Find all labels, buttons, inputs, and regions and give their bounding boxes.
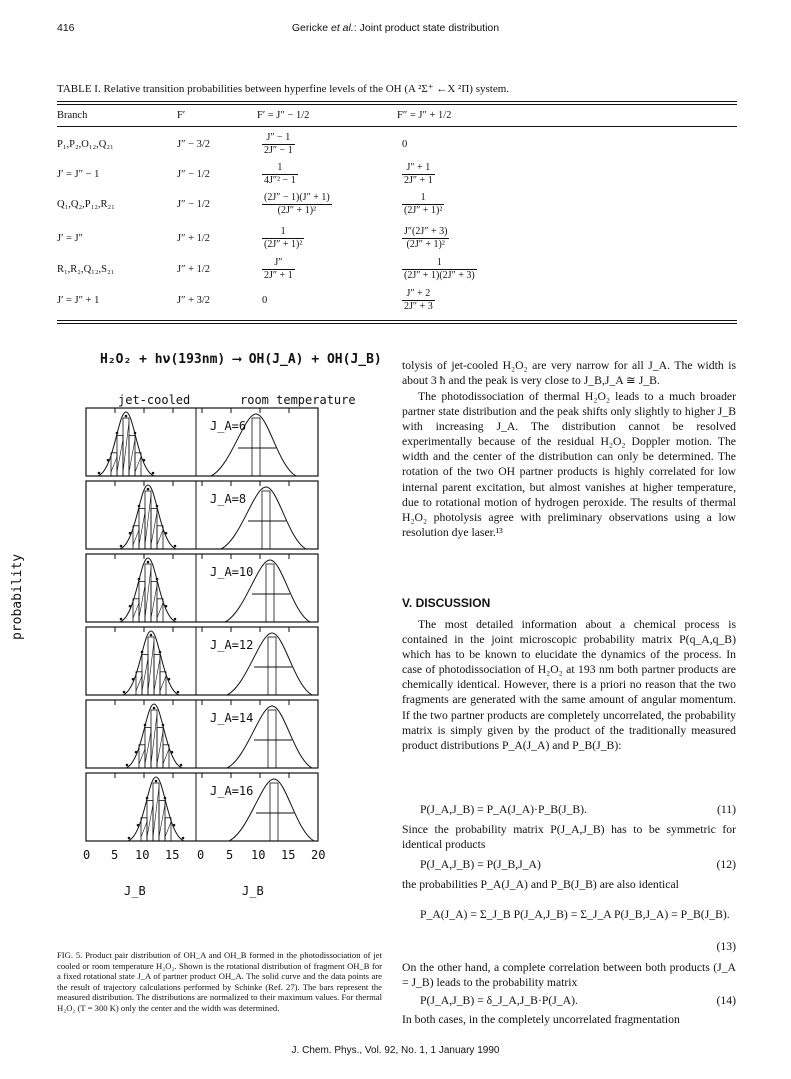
table-bottom-rule [57,320,737,321]
page-number: 416 [57,22,75,34]
x-tick: 0 [197,848,205,862]
data-point [174,545,177,548]
table-cell-fminus: $\frac{1}{\text{(2J″ + 1)²}}$ [264,226,303,250]
data-point [134,432,137,435]
center-bar [252,418,260,476]
data-point [138,578,141,581]
paragraph: In both cases, in the completely uncorrelated fragmentation [402,1013,680,1026]
table-cell-f: J″ + 1/2 [177,233,211,244]
panel-label: J_A=6 [210,419,247,433]
bar-hatch [151,512,157,545]
panel-label: J_A=16 [210,784,254,798]
table-cell-f: J″ − 3/2 [177,139,211,150]
data-point [143,459,146,462]
data-point [144,724,147,727]
bar-hatch [136,676,142,691]
left-panel-label: jet-cooled [118,393,191,407]
table-cell-fminus: $\frac{1}{\text{4J″² − 1}}$ [264,162,296,186]
table-cell-branch: J′ = J″ [57,233,84,244]
data-point [156,505,159,508]
data-point [138,505,141,508]
panel-label: J_A=12 [210,638,254,652]
data-point [153,707,156,710]
data-point [146,797,149,800]
table-cell-fplus: $\frac{1}{\text{(2J″ + 1)²}}$ [404,192,443,216]
bar-hatch [139,749,145,764]
data-point [173,824,176,827]
table-row [57,162,737,192]
col-header-branch: Branch [57,110,88,121]
figure-plot [70,406,400,866]
data-point [168,678,171,681]
panel-frame [86,773,318,841]
bar-hatch [147,804,153,837]
x-tick: 0 [83,848,91,862]
data-point [162,724,165,727]
equation-13: P_A(J_A) = Σ_J_B P(J_A,J_B) = Σ_J_A P(J_B,J_A) = P_B(J_B). [420,908,730,921]
right-panel-label: room temperature [240,393,356,407]
table-cell-fplus: $\frac{J'' + 2}{2J'' + 3}$ [404,288,433,312]
table-row [57,192,737,222]
bar-hatch [135,457,141,472]
table-cell-fplus: $\frac{J'' + 1}{2J'' + 1}$ [404,162,433,186]
journal-footer: J. Chem. Phys., Vol. 92, No. 1, 1 January 1990 [291,1045,500,1056]
bar-hatch [139,585,145,618]
paragraph: The most detailed information about a chemical process is contained in the joint microscopic probability matrix P(q_A,q_B) which has to be known to elucidate the dynamics of the process. In case of photodissociation of H₂O₂ at 193 nm both partner products are chemically identical. However, there is a priori no reason that the two fragments are generated with the same amount of angular momentum. If the two partner products are completely uncorrelated, the probability matrix is simply given by the product of the traditionally measured product distributions P_A(J_A) and P_B(J_B): [402,618,736,752]
data-point [156,578,159,581]
bar-hatch [163,749,169,764]
bar-hatch [165,822,171,837]
theory-curve [120,485,176,549]
x-tick: 15 [281,848,296,862]
table-top-rule [57,101,737,102]
figure-title: H₂O₂ + hν(193nm) ⟶ OH(J_A) + OH(J_B) [100,352,382,367]
data-point [165,605,168,608]
table-cell-f: J″ − 1/2 [177,169,211,180]
paragraph: On the other hand, a complete correlation between both products (J_A = J_B) leads to the probability matrix [402,961,736,990]
equation-11: P(J_A,J_B) = P_A(J_A)·P_B(J_B). (11) [420,803,736,816]
data-point [129,532,132,535]
bar-hatch [151,714,157,764]
table-cell-f: J″ + 1/2 [177,264,211,275]
data-point [180,764,183,767]
table-top-rule-2 [57,104,737,105]
panel-label: J_A=8 [210,492,247,506]
table-bottom-rule-2 [57,323,737,324]
bar-hatch [148,641,154,691]
theory-curve [126,704,182,768]
table-row [57,257,737,287]
center-bar [270,783,278,841]
center-bar [266,564,274,622]
table-row [57,288,737,318]
table-cell-fminus: $\frac{J'' - 1}{2J'' - 1}$ [264,132,293,156]
bar-hatch [123,422,129,472]
bar-hatch [139,512,145,545]
data-point [107,459,110,462]
table-cell-branch: P₁,P₂,O₁₂,Q₂₁ [57,139,114,150]
data-point [98,472,101,475]
table-caption: TABLE I. Relative transition probabilities between hyperfine levels of the OH (A ²Σ⁺ ←X ²Π) system. [57,83,510,95]
table-header-row [57,110,737,130]
bar-hatch [154,658,160,691]
bar-hatch [153,787,159,837]
table-cell-fplus: 0 [402,139,408,150]
table-cell-branch: Q₁,Q₂,P₁₂,R₂₁ [57,199,115,210]
table-header-rule [57,126,737,127]
panel-frame [86,700,318,768]
data-point [141,651,144,654]
x-axis-label-right: J_B [242,884,264,898]
table-cell-branch: J′ = J″ − 1 [57,169,100,180]
data-point [120,618,123,621]
x-tick: 5 [226,848,234,862]
panel-label: J_A=10 [210,565,254,579]
paragraph: The photodissociation of thermal H₂O₂ leads to a much broader partner state distribution and the peak shifts only slightly to higher J_B with increasing J_A. The distribution cannot be resolved experimentally because of the residual H₂O₂ Doppler motion. The width and the center of the distribution can only be determined. The rotation of the two OH partner products is highly correlated for low internal parent excitation, but almost vanishes at higher temperature, due to rotational motion of hydrogen peroxide. The results of thermal H₂O₂ photolysis agree with preliminary observations using a low resolution dye laser.¹³ [402,390,736,539]
bar-hatch [145,731,151,764]
x-axis-label-left: J_B [124,884,146,898]
data-point [164,797,167,800]
bar-hatch [142,658,148,691]
y-axis-label: probability [10,553,25,640]
bar-hatch [160,676,166,691]
table-cell-fplus: $\frac{J''(2J'' + 3)}{\text{(2J″ + 1)²}}$ [404,226,448,250]
table-cell-fminus: 0 [262,295,268,306]
bar-hatch [141,822,147,837]
data-point [150,634,153,637]
theory-curve [123,631,179,695]
panel-frame [86,481,318,549]
data-point [147,488,150,491]
table-cell-branch: R₁,R₂,Q₁₂,S₂₁ [57,264,115,275]
bar-hatch [157,530,163,545]
bar-hatch [157,731,163,764]
table-cell-fminus: $\frac{(2J'' - 1)(J'' + 1)}{\text{(2J″ + 1)²}}$ [264,192,330,216]
data-point [123,691,126,694]
center-bar [268,710,276,768]
bar-hatch [133,603,139,618]
data-point [132,678,135,681]
data-point [137,824,140,827]
x-tick: 20 [311,848,326,862]
col-header-f-minus: F′ = J″ − 1/2 [257,110,310,121]
data-point [120,545,123,548]
table-cell-f: J″ + 3/2 [177,295,211,306]
equation-14: P(J_A,J_B) = δ_J_A,J_B·P(J_A). (14) [420,994,736,1007]
running-head: Gericke et al.: Joint product state distribution [291,22,500,34]
table-cell-f: J″ − 1/2 [177,199,211,210]
bar-hatch [129,439,135,472]
equation-12: P(J_A,J_B) = P(J_B,J_A) (12) [420,858,736,871]
data-point [125,415,128,418]
paragraph: Since the probability matrix P(J_A,J_B) has to be symmetric for identical products [402,823,736,852]
col-header-f-plus: F″ = J″ + 1/2 [397,110,452,121]
data-point [174,618,177,621]
table-cell-branch: J′ = J″ + 1 [57,295,100,306]
panel-frame [86,554,318,622]
data-point [165,532,168,535]
data-point [152,472,155,475]
section-title: V. DISCUSSION [402,596,491,610]
figure-caption: FIG. 5. Product pair distribution of OH_A and OH_B formed in the photodissociation of jet cooled or room temperature H₂O₂. Shown is the rotational distribution of fragment OH_B for a fixed rotational state J_A of partner product OH_A. The solid curve and the data points are the result of trajectory calculations performed by Schinke (Ref. 27). The bars represent the measured distribution. The distributions are normalized to their maximum values. For thermal H₂O₂ (T = 300 K) only the center and the width was determined. [57,950,382,1013]
theory-curve [128,777,184,841]
data-point [147,561,150,564]
bar-hatch [133,530,139,545]
x-tick: 5 [111,848,119,862]
panel-label: J_A=14 [210,711,254,725]
bar-hatch [111,457,117,472]
paragraph: tolysis of jet-cooled H₂O₂ are very narrow for all J_A. The width is about 3 ħ and the peak is very close to J_B,J_A ≅ J_B. [402,359,736,388]
data-point [182,837,185,840]
data-point [177,691,180,694]
bar-hatch [117,439,123,472]
data-point [129,605,132,608]
bar-hatch [157,603,163,618]
bar-hatch [145,495,151,545]
center-bar [268,637,276,695]
data-point [159,651,162,654]
bar-hatch [151,585,157,618]
data-point [135,751,138,754]
theory-curve [98,412,154,476]
panel-frame [86,408,318,476]
panel-frame [86,627,318,695]
theory-curve [120,558,176,622]
x-tick: 10 [251,848,266,862]
table-cell-fminus: $\frac{J''}{2J'' + 1}$ [264,257,293,281]
bar-hatch [159,804,165,837]
col-header-f: F′ [177,110,186,121]
table-row [57,132,737,162]
x-tick: 15 [165,848,180,862]
data-point [171,751,174,754]
paragraph: the probabilities P_A(J_A) and P_B(J_B) are also identical [402,878,679,891]
data-point [126,764,129,767]
data-point [155,780,158,783]
data-point [116,432,119,435]
center-bar [262,491,270,549]
data-point [128,837,131,840]
table-row [57,226,737,256]
table-cell-fplus: $\frac{1}{(2J'' + 1)(2J'' + 3)}$ [404,257,475,281]
bar-hatch [145,568,151,618]
x-tick: 10 [135,848,150,862]
